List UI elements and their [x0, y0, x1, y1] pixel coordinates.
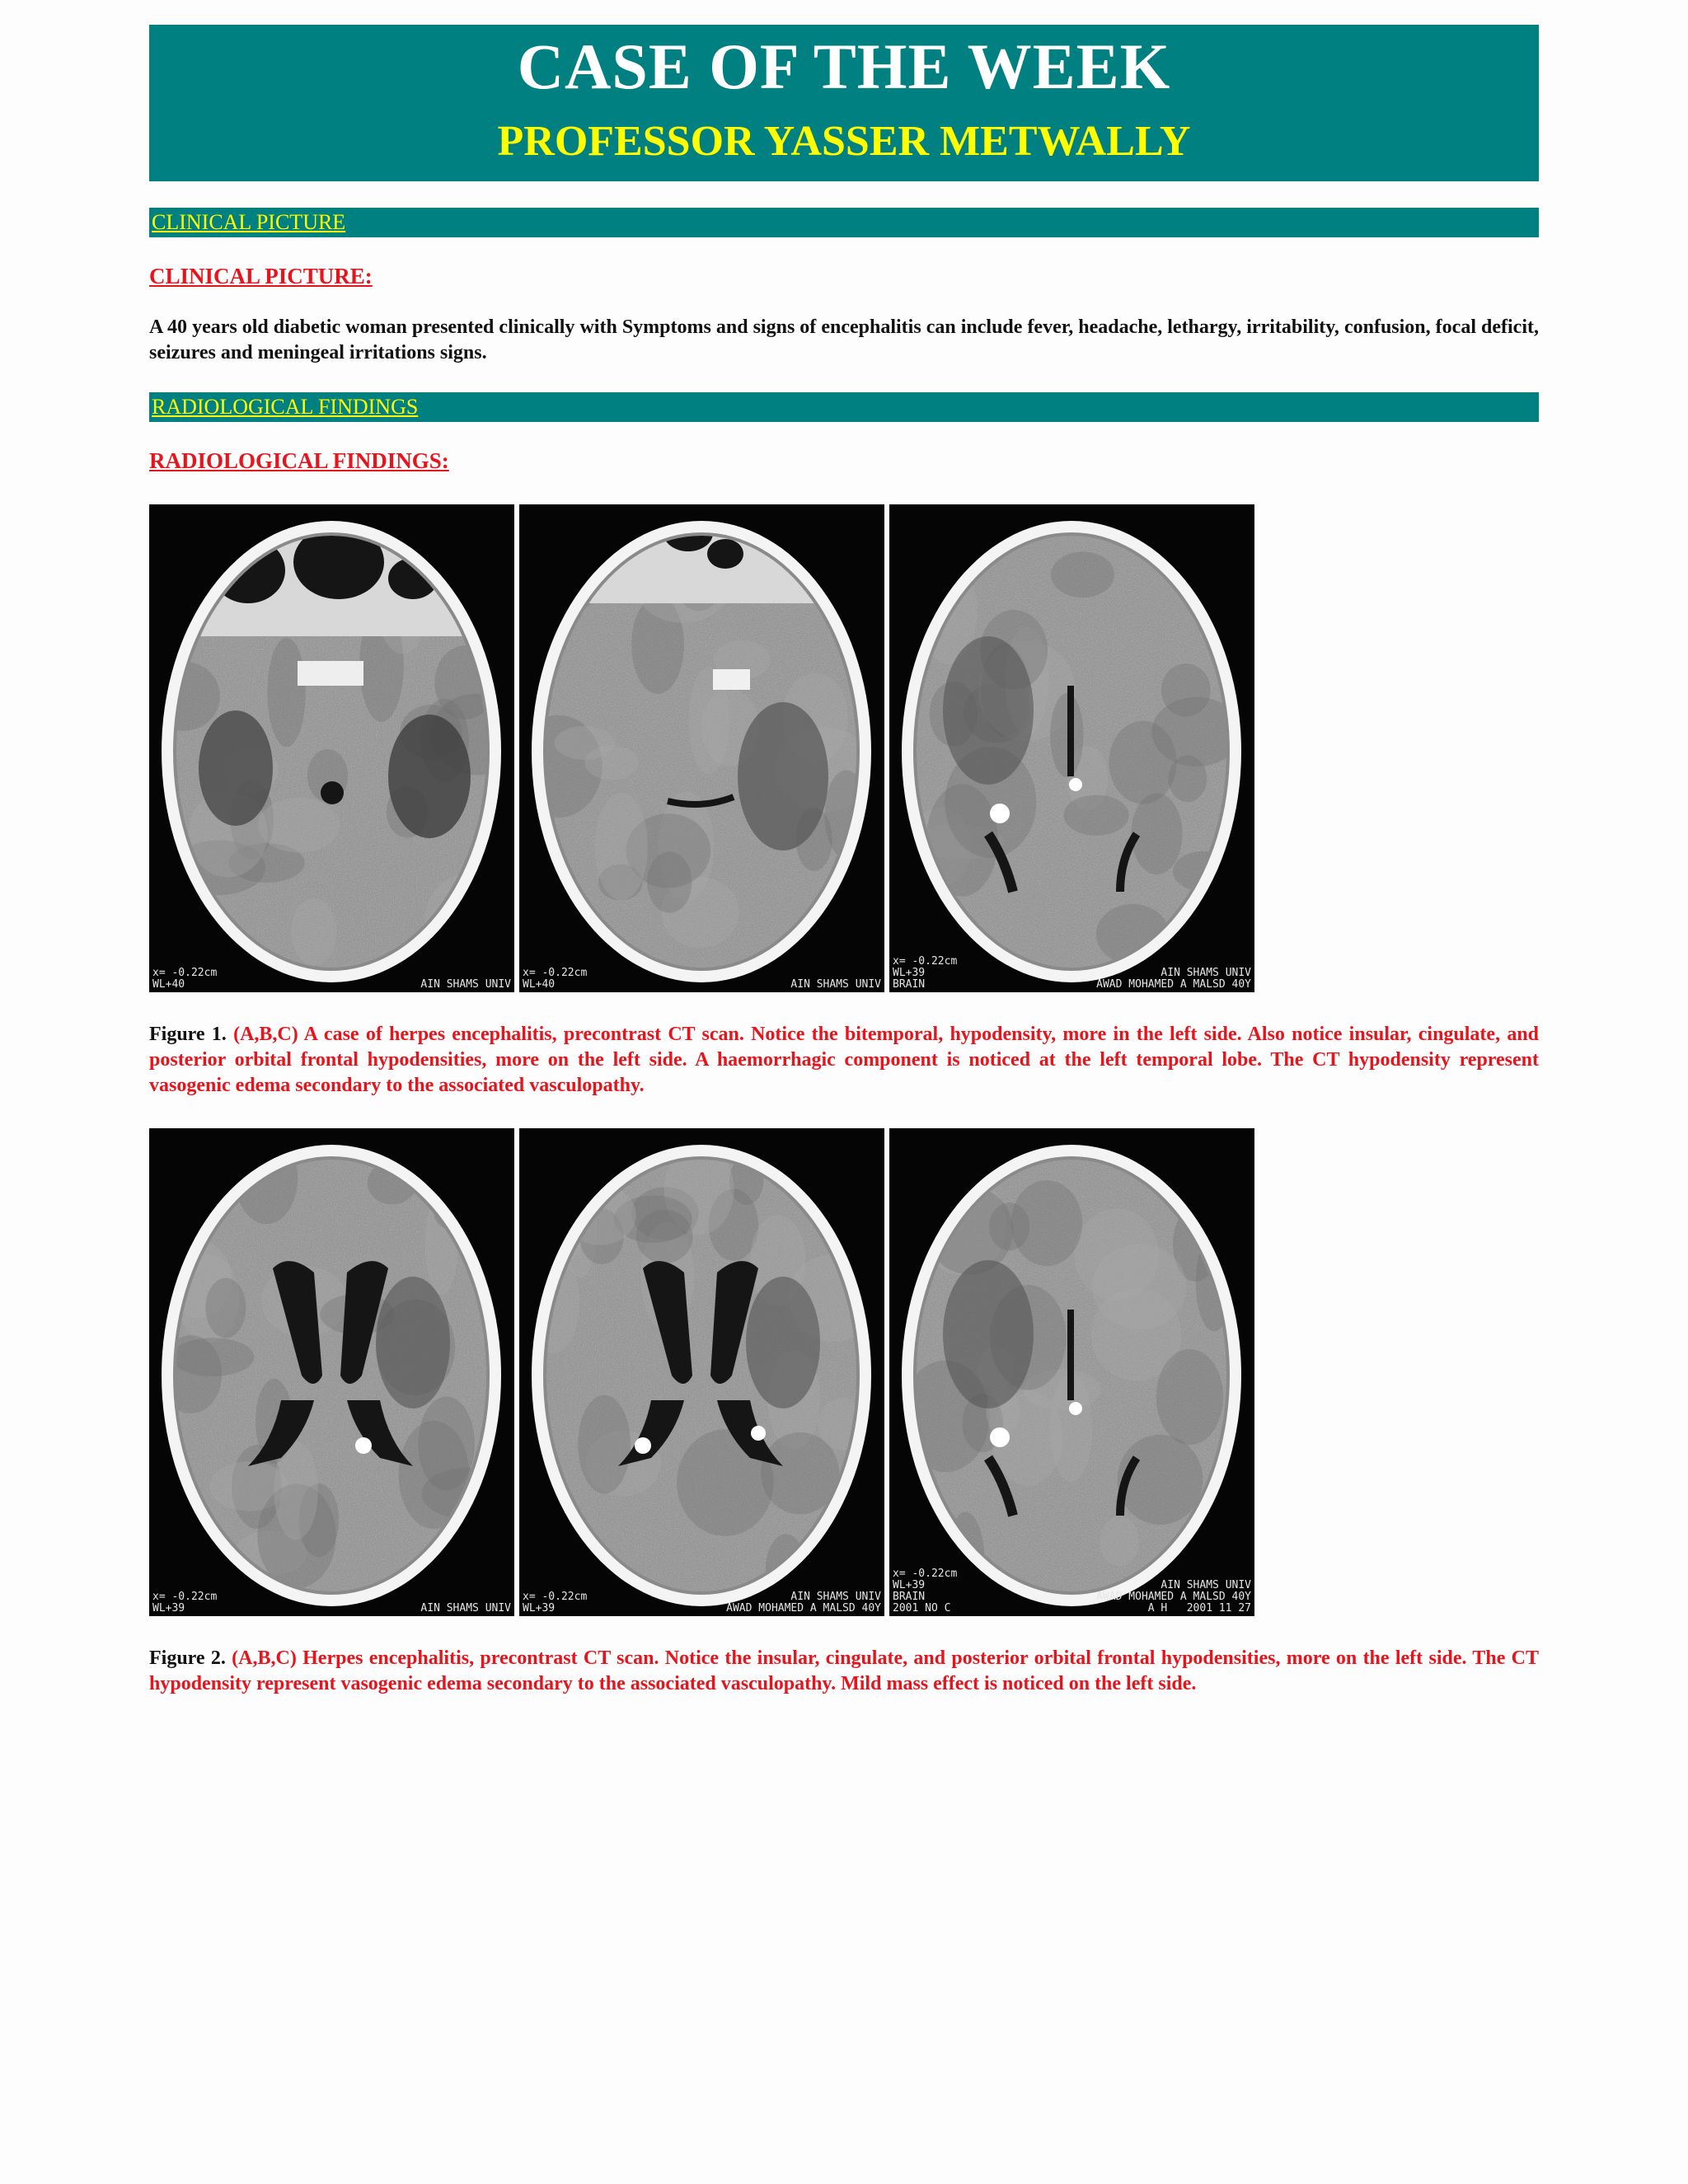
ct-scan-image: [149, 1128, 514, 1616]
header-banner: [149, 25, 1539, 181]
ct-annotation-right: AIN SHAMS UNIV: [420, 978, 511, 991]
ct-annotation-left: x= -0.22cm WL+39 BRAIN: [893, 955, 958, 991]
clinical-subheading: CLINICAL PICTURE:: [149, 264, 373, 288]
ct-annotation-right: AIN SHAMS UNIV: [420, 1602, 511, 1615]
radiological-findings-link[interactable]: RADIOLOGICAL FINDINGS: [152, 395, 419, 419]
document-page: [149, 25, 1539, 1697]
figure-1-text: (A,B,C) A case of herpes encephalitis, precontrast CT scan. Notice the bitemporal, hypodensity, more in the left side. Also notice insular, cingulate, and posterior orbital frontal hypodensities, more on the left side. A haemorrhagic component is noticed at the left temporal lobe. The CT hypodensity represent vasogenic edema secondary to the associated vasculopathy.: [149, 1024, 1540, 1096]
figure-2-text: (A,B,C) Herpes encephalitis, precontrast CT scan. Notice the insular, cingulate, and posterior orbital frontal hypodensities, more on the left side. The CT hypodensity represent vasogenic edema secondary to the associated vasculopathy. Mild mass effect is noticed on the left side.: [149, 1647, 1540, 1694]
clinical-section-bar: [149, 208, 1539, 237]
ct-scan-image: [889, 1128, 1254, 1616]
ct-annotation-right: AIN SHAMS UNIV AWAD MOHAMED A MALSD 40Y A H 2001 11 27: [1096, 1579, 1251, 1615]
clinical-picture-link[interactable]: CLINICAL PICTURE: [152, 210, 346, 234]
figure-2-caption: [149, 1646, 1539, 1697]
ct-annotation-left: x= -0.22cm WL+40: [523, 967, 588, 991]
figure-1-caption: [149, 1022, 1539, 1099]
ct-annotation-right: AIN SHAMS UNIV AWAD MOHAMED A MALSD 40Y: [726, 1591, 881, 1615]
page-title: CASE OF THE WEEK: [517, 30, 1171, 102]
figure-1-label: Figure 1.: [149, 1024, 227, 1045]
radiology-subheading: RADIOLOGICAL FINDINGS:: [149, 448, 449, 473]
ct-annotation-left: x= -0.22cm WL+39: [152, 1591, 218, 1615]
figure-2-images: [149, 1128, 1539, 1616]
ct-scan-image: [149, 504, 514, 992]
ct-annotation-right: AIN SHAMS UNIV AWAD MOHAMED A MALSD 40Y: [1096, 967, 1251, 991]
ct-annotation-left: x= -0.22cm WL+39: [523, 1591, 588, 1615]
figure-1-images: [149, 504, 1539, 992]
ct-scan-image: [519, 504, 884, 992]
radiology-section-bar: [149, 392, 1539, 422]
clinical-text: A 40 years old diabetic woman presented clinically with Symptoms and signs of encephalitis can include fever, headache, lethargy, irritability, confusion, focal deficit, seizures and meningeal irritations signs.: [149, 316, 1539, 363]
ct-annotation-left: x= -0.22cm WL+39 BRAIN 2001 NO C: [893, 1568, 958, 1615]
figure-2-label: Figure 2.: [149, 1647, 226, 1669]
author-name: PROFESSOR YASSER METWALLY: [497, 118, 1191, 165]
ct-scan-image: [519, 1128, 884, 1616]
ct-scan-image: [889, 504, 1254, 992]
ct-annotation-left: x= -0.22cm WL+40: [152, 967, 218, 991]
ct-annotation-right: AIN SHAMS UNIV: [790, 978, 881, 991]
